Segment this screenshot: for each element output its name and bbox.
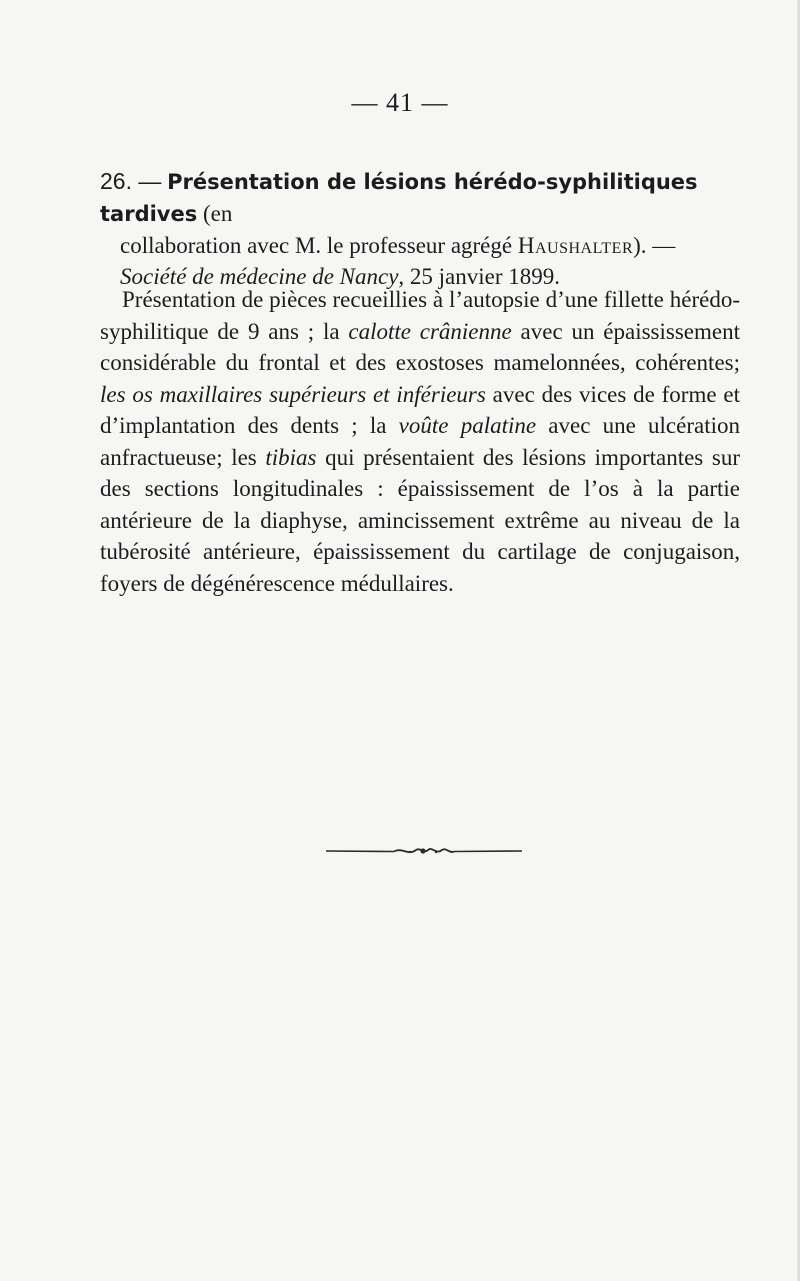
- entry-heading: [100, 166, 740, 292]
- entry-date: , 25 janvier 1899.: [398, 264, 561, 289]
- entry-paren-open: (en: [197, 201, 233, 226]
- collaborator-name: Haushalter: [517, 233, 634, 258]
- entry-collaboration: collaboration avec M. le professeur agrégé: [120, 233, 518, 258]
- paragraph-text-1: Présentation de pièces recueillies à l’autopsie d’une fillette hérédo-syphilitique de 9 ans ; la: [100, 287, 740, 344]
- paragraph-italic-4: tibias: [265, 444, 317, 470]
- paragraph-text-2: avec un épaississement considérable du frontal et des exostoses mamelonnées, cohérentes;: [100, 318, 740, 375]
- entry-continuation: [100, 230, 740, 292]
- entry-number: 26. —: [100, 168, 162, 194]
- entry-collab-suffix: ). —: [633, 233, 676, 258]
- page-number: — 41 —: [351, 88, 449, 117]
- paragraph-italic-2: les os maxillaires supérieurs et inférieurs: [100, 381, 486, 407]
- description-paragraph: [100, 284, 740, 599]
- society-name: Société de médecine de Nancy: [120, 264, 399, 289]
- bibliography-entry: [100, 166, 740, 292]
- paragraph-text-5: qui présentaient des lésions importantes sur des sections longitudinales : épaississement de l’os à la partie antérieure de la diaphyse, amincissement extrême au niveau de la tubérosité antérieure, épaississement du cartilage de conjugaison, foyers de dégénérescence médullaires.: [100, 444, 740, 596]
- paragraph-italic-1: calotte crânienne: [348, 318, 512, 344]
- paragraph-italic-3: voûte palatine: [398, 413, 537, 438]
- paragraph-text-3: avec des vices de forme et d’implantation des dents ; la: [100, 381, 740, 438]
- paragraph-text-4: avec une ulcération anfractueuse; les: [100, 413, 740, 470]
- end-flourish-icon: [326, 844, 522, 858]
- entry-title: Présentation de lésions hérédo-syphilitiques tardives: [100, 170, 698, 226]
